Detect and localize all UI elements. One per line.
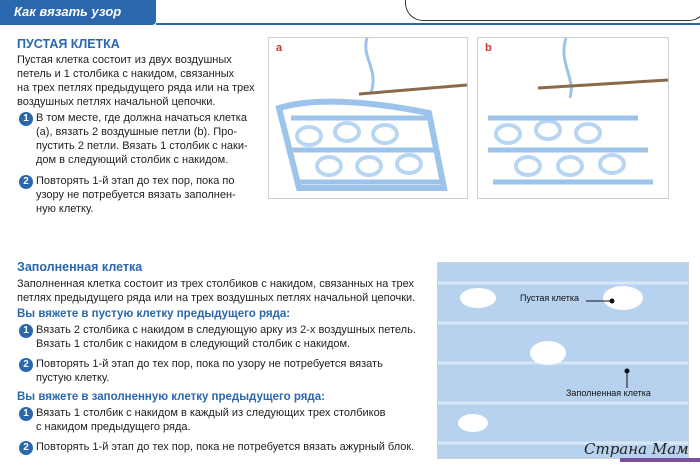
step-line: Вязать 1 столбик с накидом в каждый из следующих трех столбиков — [36, 407, 386, 419]
header-title: Как вязать узор — [14, 4, 122, 19]
pointer-filled-icon — [622, 366, 632, 390]
watermark: Страна Мам — [584, 440, 689, 458]
sub2-step2-number-icon: 2 — [19, 441, 33, 455]
photo-filled-cell — [437, 262, 689, 459]
step-line: Вязать 1 столбик с накидом в следующий столбик с накидом. — [36, 338, 351, 350]
section1-step2 — [36, 174, 236, 216]
section2-title: Заполненная клетка — [17, 260, 143, 274]
section2-sub1: Вы вяжете в пустую клетку предыдущего ряда: — [17, 308, 291, 320]
intro-line: воздушных петлях начальной цепочки. — [17, 96, 216, 108]
step-line: Повторять 1-й этап до тех пор, пока по — [36, 175, 235, 187]
intro-line: Пустая клетка состоит из двух воздушных — [17, 54, 232, 66]
intro-line: Заполненная клетка состоит из трех столбиков с накидом, связанных на трех — [17, 278, 414, 290]
label-filled-cell: Заполненная клетка — [566, 388, 651, 398]
photo-b-label: b — [485, 42, 492, 54]
intro-line: петлях предыдущего ряда или на трех воздушных петлях начальной цепочки. — [17, 292, 416, 304]
section1-step1 — [36, 111, 248, 167]
intro-line: на трех петлях предыдущего ряда или на трех — [17, 82, 255, 94]
intro-line: петель и 1 столбика с накидом, связанных — [17, 68, 235, 80]
step-line: дом в следующий столбик с накидом. — [36, 154, 229, 166]
photo-a-label: a — [276, 42, 283, 54]
photo-a — [268, 37, 468, 199]
step-line: Повторять 1-й этап до тех пор, пока не потребуется вязать ажурный блок. — [36, 441, 415, 453]
step-line: Вязать 2 столбика с накидом в следующую арку из 2-х воздушных петель. — [36, 324, 416, 336]
step-line: В том месте, где должна начаться клетка — [36, 112, 247, 124]
step-line: ную клетку. — [36, 203, 94, 215]
section2-intro — [17, 277, 427, 305]
section2-sub2: Вы вяжете в заполненную клетку предыдущего ряда: — [17, 391, 325, 403]
sub1-step2-number-icon: 2 — [19, 358, 33, 372]
step-line: Повторять 1-й этап до тех пор, пока по узору не потребуется вязать — [36, 358, 383, 370]
step-line: пустить 2 петли. Вязать 1 столбик с наки- — [36, 140, 248, 152]
step-line: пустую клетку. — [36, 372, 110, 384]
step2-number-icon: 2 — [19, 175, 33, 189]
sub2-step1-number-icon: 1 — [19, 407, 33, 421]
photo-b — [477, 37, 669, 199]
header-rule — [156, 23, 700, 25]
watermark-bar — [620, 458, 700, 462]
sub1-step1 — [36, 323, 416, 351]
crochet-photo-a-image — [269, 38, 467, 198]
sub2-step1 — [36, 406, 386, 434]
sub1-step2 — [36, 357, 383, 385]
sub1-step1-number-icon: 1 — [19, 324, 33, 338]
step-line: узору не потребуется вязать заполнен- — [36, 189, 236, 201]
pointer-empty-icon — [586, 297, 616, 305]
decorative-frame — [405, 0, 700, 21]
step1-number-icon: 1 — [19, 112, 33, 126]
step-line: с накидом предыдущего ряда. — [36, 421, 191, 433]
label-empty-cell: Пустая клетка — [520, 293, 580, 303]
sub2-step2 — [36, 440, 414, 454]
step-line: (a), вязать 2 воздушные петли (b). Про- — [36, 126, 238, 138]
section1-title: ПУСТАЯ КЛЕТКА — [17, 37, 120, 51]
section1-intro — [17, 53, 255, 109]
crochet-photo-b-image — [478, 38, 668, 198]
